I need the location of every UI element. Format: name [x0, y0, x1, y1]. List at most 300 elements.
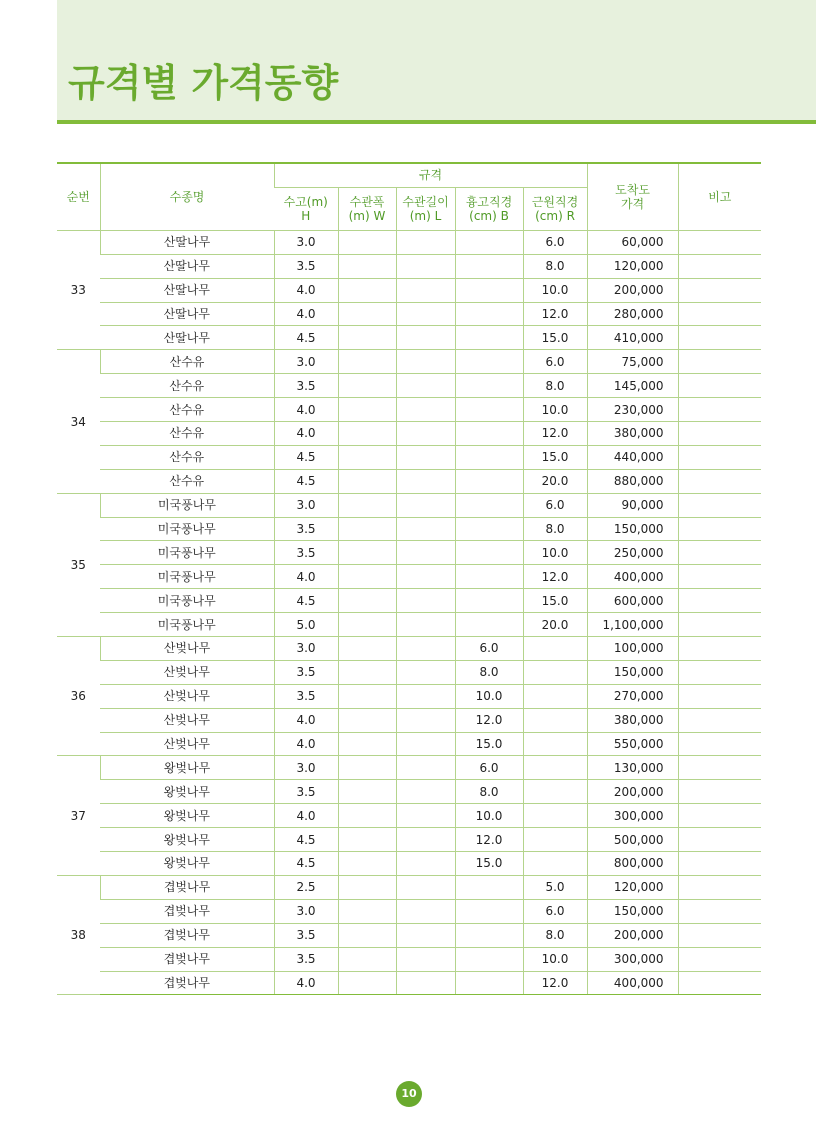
- length-cell: [396, 422, 455, 446]
- species-cell: 겹벚나무: [100, 971, 274, 995]
- table-row: [57, 684, 761, 708]
- width-cell: [338, 804, 396, 828]
- header-root: 근원직경 (cm) R: [523, 187, 587, 230]
- table-row: [57, 804, 761, 828]
- table-row: [57, 660, 761, 684]
- table-row: [57, 637, 761, 661]
- note-cell: [678, 541, 761, 565]
- height-cell: 4.0: [274, 398, 338, 422]
- price-cell: 300,000: [587, 804, 678, 828]
- header-width: 수관폭 (m) W: [338, 187, 396, 230]
- header-chest: 흉고직경 (cm) B: [455, 187, 523, 230]
- table-row: [57, 708, 761, 732]
- root-cell: [523, 756, 587, 780]
- species-cell: 왕벚나무: [100, 852, 274, 876]
- price-cell: 400,000: [587, 565, 678, 589]
- header-price: 도착도 가격: [587, 163, 678, 230]
- price-cell: 380,000: [587, 708, 678, 732]
- length-cell: [396, 660, 455, 684]
- species-cell: 미국풍나무: [100, 613, 274, 637]
- width-cell: [338, 589, 396, 613]
- table-row: [57, 469, 761, 493]
- price-cell: 150,000: [587, 517, 678, 541]
- table-row: [57, 230, 761, 254]
- height-cell: 4.5: [274, 445, 338, 469]
- root-cell: 15.0: [523, 589, 587, 613]
- species-cell: 산수유: [100, 350, 274, 374]
- root-cell: 8.0: [523, 374, 587, 398]
- note-cell: [678, 708, 761, 732]
- price-cell: 270,000: [587, 684, 678, 708]
- header-species: 수종명: [100, 163, 274, 230]
- note-cell: [678, 230, 761, 254]
- height-cell: 4.0: [274, 278, 338, 302]
- price-cell: 410,000: [587, 326, 678, 350]
- price-cell: 200,000: [587, 923, 678, 947]
- chest-cell: 12.0: [455, 828, 523, 852]
- chest-cell: [455, 947, 523, 971]
- width-cell: [338, 756, 396, 780]
- note-cell: [678, 732, 761, 756]
- note-cell: [678, 374, 761, 398]
- width-cell: [338, 326, 396, 350]
- length-cell: [396, 565, 455, 589]
- price-cell: 90,000: [587, 493, 678, 517]
- chest-cell: 15.0: [455, 852, 523, 876]
- page-number: 10: [396, 1081, 422, 1107]
- length-cell: [396, 374, 455, 398]
- chest-cell: [455, 589, 523, 613]
- height-cell: 3.5: [274, 517, 338, 541]
- table-row: [57, 565, 761, 589]
- price-cell: 145,000: [587, 374, 678, 398]
- species-cell: 산수유: [100, 445, 274, 469]
- table-row: [57, 589, 761, 613]
- chest-cell: 6.0: [455, 637, 523, 661]
- length-cell: [396, 637, 455, 661]
- chest-cell: [455, 398, 523, 422]
- table-row: [57, 541, 761, 565]
- seq-cell: 38: [57, 875, 100, 994]
- root-cell: 15.0: [523, 445, 587, 469]
- table-row: [57, 493, 761, 517]
- root-cell: 20.0: [523, 469, 587, 493]
- width-cell: [338, 254, 396, 278]
- chest-cell: [455, 254, 523, 278]
- width-cell: [338, 875, 396, 899]
- root-cell: 10.0: [523, 947, 587, 971]
- table-row: [57, 254, 761, 278]
- table-row: [57, 326, 761, 350]
- chest-cell: [455, 422, 523, 446]
- root-cell: 8.0: [523, 254, 587, 278]
- length-cell: [396, 899, 455, 923]
- price-cell: 880,000: [587, 469, 678, 493]
- table-row: [57, 445, 761, 469]
- width-cell: [338, 899, 396, 923]
- price-cell: 230,000: [587, 398, 678, 422]
- species-cell: 산벚나무: [100, 660, 274, 684]
- header-rule: [57, 120, 816, 124]
- chest-cell: [455, 613, 523, 637]
- root-cell: 5.0: [523, 875, 587, 899]
- chest-cell: 10.0: [455, 804, 523, 828]
- root-cell: 6.0: [523, 899, 587, 923]
- chest-cell: [455, 445, 523, 469]
- chest-cell: [455, 971, 523, 995]
- length-cell: [396, 923, 455, 947]
- note-cell: [678, 350, 761, 374]
- chest-cell: [455, 374, 523, 398]
- price-cell: 120,000: [587, 875, 678, 899]
- note-cell: [678, 469, 761, 493]
- species-cell: 겹벚나무: [100, 947, 274, 971]
- price-cell: 1,100,000: [587, 613, 678, 637]
- price-cell: 150,000: [587, 660, 678, 684]
- note-cell: [678, 565, 761, 589]
- species-cell: 산벚나무: [100, 637, 274, 661]
- price-cell: 150,000: [587, 899, 678, 923]
- height-cell: 4.5: [274, 326, 338, 350]
- note-cell: [678, 804, 761, 828]
- root-cell: 8.0: [523, 517, 587, 541]
- root-cell: [523, 804, 587, 828]
- species-cell: 산딸나무: [100, 302, 274, 326]
- width-cell: [338, 947, 396, 971]
- length-cell: [396, 230, 455, 254]
- root-cell: 10.0: [523, 278, 587, 302]
- seq-cell: 33: [57, 230, 100, 349]
- length-cell: [396, 875, 455, 899]
- width-cell: [338, 708, 396, 732]
- note-cell: [678, 278, 761, 302]
- length-cell: [396, 326, 455, 350]
- note-cell: [678, 613, 761, 637]
- price-cell: 250,000: [587, 541, 678, 565]
- header-spec: 규격: [274, 163, 587, 187]
- note-cell: [678, 660, 761, 684]
- height-cell: 3.0: [274, 756, 338, 780]
- length-cell: [396, 756, 455, 780]
- chest-cell: [455, 923, 523, 947]
- species-cell: 겹벚나무: [100, 899, 274, 923]
- width-cell: [338, 971, 396, 995]
- width-cell: [338, 541, 396, 565]
- species-cell: 산딸나무: [100, 230, 274, 254]
- species-cell: 산딸나무: [100, 278, 274, 302]
- chest-cell: 8.0: [455, 780, 523, 804]
- price-cell: 100,000: [587, 637, 678, 661]
- price-cell: 380,000: [587, 422, 678, 446]
- species-cell: 산수유: [100, 374, 274, 398]
- root-cell: 6.0: [523, 230, 587, 254]
- table-row: [57, 398, 761, 422]
- root-cell: [523, 828, 587, 852]
- root-cell: 20.0: [523, 613, 587, 637]
- table-row: [57, 278, 761, 302]
- chest-cell: [455, 278, 523, 302]
- height-cell: 3.5: [274, 254, 338, 278]
- length-cell: [396, 493, 455, 517]
- width-cell: [338, 780, 396, 804]
- price-cell: 800,000: [587, 852, 678, 876]
- seq-cell: 36: [57, 637, 100, 756]
- root-cell: 12.0: [523, 422, 587, 446]
- root-cell: [523, 708, 587, 732]
- root-cell: 12.0: [523, 971, 587, 995]
- width-cell: [338, 660, 396, 684]
- chest-cell: 15.0: [455, 732, 523, 756]
- root-cell: [523, 660, 587, 684]
- note-cell: [678, 780, 761, 804]
- length-cell: [396, 852, 455, 876]
- price-cell: 200,000: [587, 278, 678, 302]
- chest-cell: [455, 493, 523, 517]
- chest-cell: 6.0: [455, 756, 523, 780]
- height-cell: 3.0: [274, 899, 338, 923]
- width-cell: [338, 923, 396, 947]
- height-cell: 3.5: [274, 947, 338, 971]
- note-cell: [678, 398, 761, 422]
- root-cell: [523, 637, 587, 661]
- length-cell: [396, 780, 455, 804]
- length-cell: [396, 828, 455, 852]
- chest-cell: [455, 875, 523, 899]
- height-cell: 3.0: [274, 493, 338, 517]
- length-cell: [396, 517, 455, 541]
- note-cell: [678, 852, 761, 876]
- table-row: [57, 899, 761, 923]
- chest-cell: [455, 469, 523, 493]
- species-cell: 산딸나무: [100, 326, 274, 350]
- length-cell: [396, 445, 455, 469]
- header-seq: 순번: [57, 163, 100, 230]
- table-row: [57, 875, 761, 899]
- root-cell: 10.0: [523, 398, 587, 422]
- table-row: [57, 350, 761, 374]
- price-cell: 550,000: [587, 732, 678, 756]
- height-cell: 4.5: [274, 589, 338, 613]
- width-cell: [338, 852, 396, 876]
- height-cell: 4.0: [274, 804, 338, 828]
- table-row: [57, 613, 761, 637]
- note-cell: [678, 254, 761, 278]
- height-cell: 5.0: [274, 613, 338, 637]
- length-cell: [396, 804, 455, 828]
- height-cell: 4.5: [274, 852, 338, 876]
- width-cell: [338, 422, 396, 446]
- price-cell: 200,000: [587, 780, 678, 804]
- root-cell: [523, 684, 587, 708]
- note-cell: [678, 875, 761, 899]
- length-cell: [396, 469, 455, 493]
- height-cell: 4.0: [274, 971, 338, 995]
- height-cell: 3.5: [274, 660, 338, 684]
- seq-cell: 37: [57, 756, 100, 875]
- root-cell: 15.0: [523, 326, 587, 350]
- height-cell: 3.0: [274, 230, 338, 254]
- length-cell: [396, 589, 455, 613]
- height-cell: 4.0: [274, 708, 338, 732]
- table-row: [57, 780, 761, 804]
- species-cell: 산벚나무: [100, 708, 274, 732]
- chest-cell: 10.0: [455, 684, 523, 708]
- table-row: [57, 947, 761, 971]
- species-cell: 왕벚나무: [100, 828, 274, 852]
- note-cell: [678, 445, 761, 469]
- price-cell: 75,000: [587, 350, 678, 374]
- root-cell: 6.0: [523, 493, 587, 517]
- note-cell: [678, 493, 761, 517]
- length-cell: [396, 732, 455, 756]
- length-cell: [396, 302, 455, 326]
- width-cell: [338, 684, 396, 708]
- note-cell: [678, 684, 761, 708]
- root-cell: 8.0: [523, 923, 587, 947]
- chest-cell: [455, 517, 523, 541]
- note-cell: [678, 923, 761, 947]
- root-cell: [523, 852, 587, 876]
- height-cell: 3.0: [274, 637, 338, 661]
- chest-cell: [455, 899, 523, 923]
- note-cell: [678, 326, 761, 350]
- table-row: [57, 756, 761, 780]
- price-cell: 500,000: [587, 828, 678, 852]
- header-note: 비고: [678, 163, 761, 230]
- species-cell: 산수유: [100, 398, 274, 422]
- root-cell: [523, 780, 587, 804]
- height-cell: 4.0: [274, 565, 338, 589]
- table-row: [57, 374, 761, 398]
- table-body: [57, 230, 761, 995]
- price-cell: 400,000: [587, 971, 678, 995]
- header-length: 수관길이 (m) L: [396, 187, 455, 230]
- width-cell: [338, 637, 396, 661]
- height-cell: 3.5: [274, 780, 338, 804]
- seq-cell: 35: [57, 493, 100, 636]
- page-title: 규격별 가격동향: [68, 61, 339, 105]
- root-cell: 12.0: [523, 302, 587, 326]
- width-cell: [338, 350, 396, 374]
- height-cell: 2.5: [274, 875, 338, 899]
- length-cell: [396, 684, 455, 708]
- table-row: [57, 971, 761, 995]
- chest-cell: [455, 230, 523, 254]
- width-cell: [338, 517, 396, 541]
- height-cell: 4.5: [274, 469, 338, 493]
- note-cell: [678, 517, 761, 541]
- species-cell: 산수유: [100, 469, 274, 493]
- width-cell: [338, 445, 396, 469]
- table-row: [57, 828, 761, 852]
- species-cell: 미국풍나무: [100, 541, 274, 565]
- table-row: [57, 852, 761, 876]
- height-cell: 4.0: [274, 732, 338, 756]
- root-cell: 12.0: [523, 565, 587, 589]
- price-cell: 300,000: [587, 947, 678, 971]
- species-cell: 산벚나무: [100, 732, 274, 756]
- note-cell: [678, 589, 761, 613]
- note-cell: [678, 422, 761, 446]
- species-cell: 겹벚나무: [100, 923, 274, 947]
- root-cell: [523, 732, 587, 756]
- header-height: 수고(m) H: [274, 187, 338, 230]
- height-cell: 3.5: [274, 923, 338, 947]
- chest-cell: 12.0: [455, 708, 523, 732]
- species-cell: 산수유: [100, 422, 274, 446]
- width-cell: [338, 230, 396, 254]
- width-cell: [338, 613, 396, 637]
- species-cell: 왕벚나무: [100, 804, 274, 828]
- length-cell: [396, 254, 455, 278]
- note-cell: [678, 302, 761, 326]
- height-cell: 3.5: [274, 684, 338, 708]
- species-cell: 미국풍나무: [100, 493, 274, 517]
- note-cell: [678, 899, 761, 923]
- price-cell: 280,000: [587, 302, 678, 326]
- seq-cell: 34: [57, 350, 100, 493]
- height-cell: 3.0: [274, 350, 338, 374]
- length-cell: [396, 708, 455, 732]
- length-cell: [396, 398, 455, 422]
- species-cell: 미국풍나무: [100, 517, 274, 541]
- note-cell: [678, 947, 761, 971]
- price-cell: 440,000: [587, 445, 678, 469]
- species-cell: 산딸나무: [100, 254, 274, 278]
- price-cell: 130,000: [587, 756, 678, 780]
- chest-cell: [455, 350, 523, 374]
- price-cell: 120,000: [587, 254, 678, 278]
- width-cell: [338, 732, 396, 756]
- price-table: [57, 162, 761, 995]
- root-cell: 6.0: [523, 350, 587, 374]
- species-cell: 왕벚나무: [100, 756, 274, 780]
- width-cell: [338, 469, 396, 493]
- height-cell: 3.5: [274, 374, 338, 398]
- table-row: [57, 517, 761, 541]
- length-cell: [396, 613, 455, 637]
- chest-cell: 8.0: [455, 660, 523, 684]
- width-cell: [338, 278, 396, 302]
- price-cell: 60,000: [587, 230, 678, 254]
- length-cell: [396, 971, 455, 995]
- note-cell: [678, 637, 761, 661]
- price-cell: 600,000: [587, 589, 678, 613]
- chest-cell: [455, 565, 523, 589]
- note-cell: [678, 828, 761, 852]
- table-row: [57, 302, 761, 326]
- width-cell: [338, 398, 396, 422]
- note-cell: [678, 756, 761, 780]
- note-cell: [678, 971, 761, 995]
- species-cell: 미국풍나무: [100, 589, 274, 613]
- species-cell: 미국풍나무: [100, 565, 274, 589]
- table-row: [57, 923, 761, 947]
- root-cell: 10.0: [523, 541, 587, 565]
- width-cell: [338, 302, 396, 326]
- table-row: [57, 732, 761, 756]
- height-cell: 4.0: [274, 422, 338, 446]
- species-cell: 산벚나무: [100, 684, 274, 708]
- height-cell: 4.0: [274, 302, 338, 326]
- length-cell: [396, 350, 455, 374]
- length-cell: [396, 541, 455, 565]
- width-cell: [338, 565, 396, 589]
- species-cell: 왕벚나무: [100, 780, 274, 804]
- length-cell: [396, 278, 455, 302]
- chest-cell: [455, 302, 523, 326]
- width-cell: [338, 374, 396, 398]
